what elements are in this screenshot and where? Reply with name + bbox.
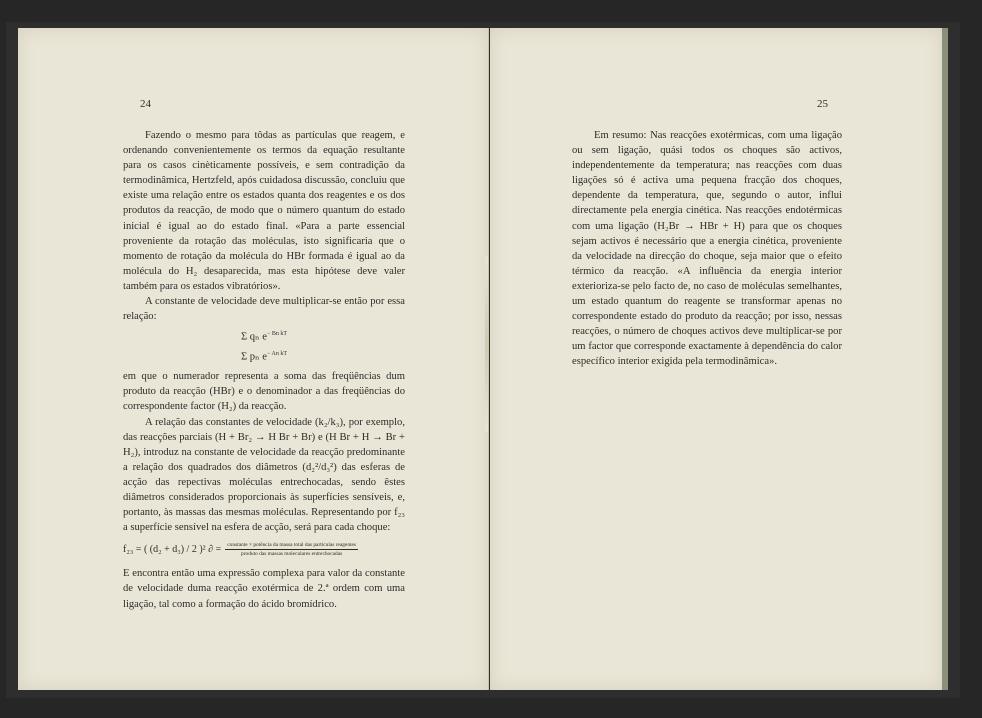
equation-fraction-numerator: constante × potência da massa total das partículas reagentes bbox=[227, 542, 357, 549]
right-paragraph-1: Em resumo: Nas reacções exotérmicas, com uma ligação ou sem ligação, quási todos os choques são activos, independentemente da temperatura; nas reacções com duas ligações só é activa uma pequena fracção dos choques, dependente da temperatura, que, segundo o autor, influi directamente pela energia cinética. Nas reacções endotérmicas com uma ligação (H₂Br → HBr + H) para que os choques sejam activos é necessário que a energia cinética, proveniente da velocidade na direcção do choque, seja maior que o efeito térmico da reacção. «A influência da energia interior exterioriza-se pelo facto de, no caso de moléculas semelhantes, um estado quantum do reagente se transformar apenas no correspondente estado do produto da reacção; por isso, nessas reacções, o número de choques activos deve multiplicar-se por um factor que corresponde exactamente à dependência do calor específico interior exigida pela termodinâmica». bbox=[572, 130, 842, 368]
frequency-ratio-formula bbox=[123, 326, 405, 365]
equation-fraction-denominator: produto das massas moleculares entrechocadas bbox=[241, 551, 343, 558]
left-paragraph-1: Fazendo o mesmo para tôdas as partículas que reagem, e ordenando convenientemente os termos da equação resultante para os casos cinèticamente possíveis, e sem contradição da termodinâmica, Hertzfeld, após cuidadosa discussão, concluiu que existe uma relação entre os estados quanta dos reagentes e os dos produtos da reacção, de modo que o número quantum do estado inicial é igual ao do estado final. «Para a parte essencial proveniente da rotação das moléculas, isto significaria que o momento de rotação da molécula do HBr formada é igual ao da molécula do H₂ desaparecida, mas esta hipótese deve valer também para os estados vibratórios». bbox=[123, 130, 405, 292]
right-page-body bbox=[572, 128, 842, 370]
page-number-left: 24 bbox=[140, 98, 151, 110]
left-paragraph-3: em que o numerador representa a soma das freqüências dum produto da reacção (HBr) e o denominador a das freqüências do correspondente factor (H₂) da reacção. bbox=[123, 371, 405, 413]
book-gutter bbox=[485, 256, 488, 432]
equation-left-side: f₂₃ = ( (d₂ + d₃) / 2 )² ∂ = bbox=[123, 544, 222, 556]
collision-surface-equation bbox=[123, 541, 405, 558]
formula-denominator-exponent: − An kT bbox=[266, 350, 288, 357]
formula-numerator-exponent: − Bn kT bbox=[266, 331, 288, 338]
right-page bbox=[490, 28, 948, 690]
equation-fraction bbox=[225, 541, 358, 558]
left-paragraph-4: A relação das constantes de velocidade (k₂/k₃), por exemplo, das reacções parciais (H + Br₂ → H Br + Br) e (H Br + H → Br + H₂), introduz na constante de velocidade da reacção predominante a relação dos quadrados dos diâmetros (d₂²/d₃²) das esferas de acção das repectivas moléculas entrechocadas, sendo êstes diâmetros considerados proporcionais às superfícies sensíveis, e, portanto, às massas das mesmas moléculas. Representando por f₂₃ a superfície sensível na esfera de acção, será para cada choque: bbox=[123, 416, 405, 534]
formula-denominator: Σ pₙ e bbox=[240, 351, 267, 363]
page-number-right: 25 bbox=[817, 98, 828, 110]
left-paragraph-2: A constante de velocidade deve multiplicar-se então por essa relação: bbox=[123, 296, 405, 323]
left-paragraph-5: E encontra então uma expressão complexa para valor da constante de velocidade duma reacção exotérmica de 2.ª ordem com uma ligação, tal como a formação do ácido bromídrico. bbox=[123, 568, 405, 610]
left-page bbox=[18, 28, 489, 690]
left-page-body bbox=[123, 128, 405, 612]
formula-numerator: Σ qₙ e bbox=[240, 331, 267, 343]
